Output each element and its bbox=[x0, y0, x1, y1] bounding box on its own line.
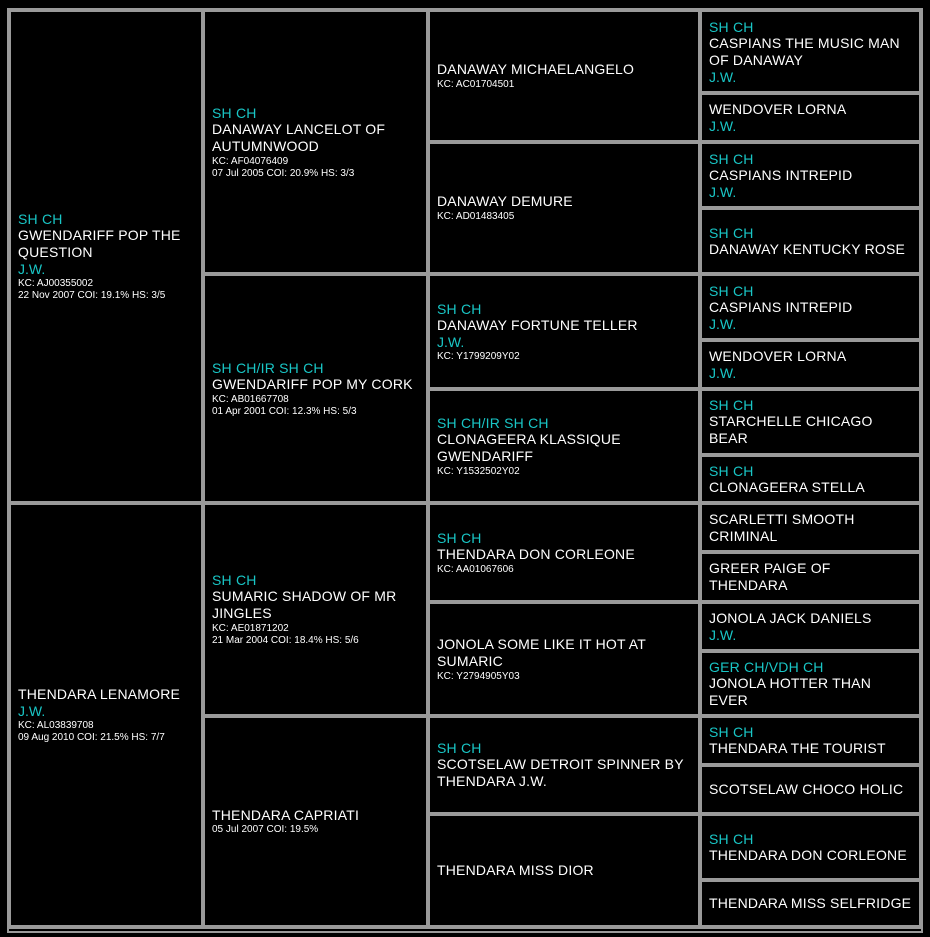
cell-name: JONOLA HOTTER THAN EVER bbox=[709, 674, 872, 708]
cell-jw: J.W. bbox=[709, 315, 737, 332]
cell-name: GWENDARIFF POP MY CORK bbox=[212, 375, 413, 392]
pedigree-cell-g4[interactable] bbox=[700, 602, 921, 651]
cell-name: DANAWAY FORTUNE TELLER bbox=[437, 316, 638, 333]
cell-kc: KC: Y1799209Y02 bbox=[437, 350, 520, 362]
cell-jw: J.W. bbox=[709, 183, 737, 200]
cell-name: THENDARA LENAMORE bbox=[18, 686, 181, 702]
cell-title: SH CH bbox=[709, 397, 754, 413]
cell-kc: KC: AA01067606 bbox=[437, 563, 514, 575]
cell-title: SH CH bbox=[437, 300, 482, 317]
cell-name: CLONAGEERA KLASSIQUE GWENDARIFF bbox=[437, 430, 621, 464]
pedigree-cell-g4[interactable] bbox=[700, 503, 921, 552]
pedigree-cell-g2[interactable] bbox=[203, 10, 428, 274]
cell-title: SH CH bbox=[18, 211, 63, 227]
pedigree-cell-g4[interactable] bbox=[700, 208, 921, 274]
pedigree-cell-g3[interactable] bbox=[428, 10, 700, 142]
cell-name: CASPIANS THE MUSIC MAN OF DANAWAY bbox=[709, 34, 900, 68]
cell-name: THENDARA DON CORLEONE bbox=[709, 846, 907, 863]
cell-kc: KC: AJ00355002 bbox=[18, 278, 94, 289]
pedigree-cell-g2[interactable] bbox=[203, 503, 428, 716]
pedigree-cell-g3[interactable] bbox=[428, 716, 700, 814]
cell-name: THENDARA THE TOURIST bbox=[709, 740, 886, 756]
cell-title: GER CH/VDH CH bbox=[709, 658, 824, 675]
cell-info: 22 Nov 2007 COI: 19.1% HS: 3/5 bbox=[18, 290, 166, 301]
cell-name: THENDARA CAPRIATI bbox=[212, 807, 360, 823]
pedigree-cell-g4[interactable] bbox=[700, 455, 921, 503]
cell-kc: KC: Y2794905Y03 bbox=[437, 670, 520, 682]
cell-name: JONOLA JACK DANIELS bbox=[709, 610, 872, 626]
pedigree-cell-g2[interactable] bbox=[203, 716, 428, 927]
cell-name: CASPIANS INTREPID bbox=[709, 166, 853, 183]
cell-name: CLONAGEERA STELLA bbox=[709, 478, 865, 495]
cell-jw: J.W. bbox=[18, 261, 46, 277]
cell-kc: KC: AD01483405 bbox=[437, 211, 515, 222]
cell-info: 01 Apr 2001 COI: 12.3% HS: 5/3 bbox=[212, 405, 357, 417]
cell-name: THENDARA MISS SELFRIDGE bbox=[709, 895, 912, 911]
cell-name: GWENDARIFF POP THE QUESTION bbox=[18, 227, 181, 260]
pedigree-cell-g4[interactable] bbox=[700, 880, 921, 927]
pedigree-cell-sire[interactable] bbox=[9, 10, 203, 503]
cell-name: STARCHELLE CHICAGO BEAR bbox=[709, 413, 873, 446]
cell-name: DANAWAY MICHAELANGELO bbox=[437, 61, 635, 77]
cell-info: 21 Mar 2004 COI: 18.4% HS: 5/6 bbox=[212, 635, 359, 646]
cell-title: SH CH bbox=[709, 282, 754, 299]
cell-title: SH CH bbox=[212, 104, 257, 121]
cell-title: SH CH bbox=[709, 18, 754, 35]
cell-title: SH CH bbox=[212, 572, 257, 588]
cell-kc: KC: Y1532502Y02 bbox=[437, 465, 520, 477]
cell-jw: J.W. bbox=[709, 627, 737, 643]
pedigree-cell-g3[interactable] bbox=[428, 389, 700, 503]
cell-name: DANAWAY DEMURE bbox=[437, 193, 573, 209]
cell-info: 09 Aug 2010 COI: 21.5% HS: 7/7 bbox=[18, 732, 165, 743]
pedigree-cell-g4[interactable] bbox=[700, 814, 921, 880]
cell-title: SH CH/IR SH CH bbox=[437, 414, 549, 431]
pedigree-cell-g4[interactable] bbox=[700, 10, 921, 93]
pedigree-cell-g4[interactable] bbox=[700, 389, 921, 455]
pedigree-cell-g4[interactable] bbox=[700, 716, 921, 765]
cell-name: GREER PAIGE OF THENDARA bbox=[709, 560, 831, 593]
cell-name: CASPIANS INTREPID bbox=[709, 298, 853, 315]
cell-jw: J.W. bbox=[18, 703, 46, 719]
cell-info: 07 Jul 2005 COI: 20.9% HS: 3/3 bbox=[212, 167, 355, 179]
cell-title: SH CH bbox=[709, 830, 754, 847]
pedigree-bottom-border bbox=[7, 927, 923, 937]
pedigree-cell-g3[interactable] bbox=[428, 814, 700, 927]
cell-name: DANAWAY LANCELOT OF AUTUMNWOOD bbox=[212, 120, 386, 154]
pedigree-cell-g3[interactable] bbox=[428, 274, 700, 389]
pedigree-cell-g4[interactable] bbox=[700, 651, 921, 716]
cell-jw: J.W. bbox=[709, 68, 737, 85]
cell-name: DANAWAY KENTUCKY ROSE bbox=[709, 240, 906, 257]
pedigree-cell-g4[interactable] bbox=[700, 93, 921, 142]
pedigree-cell-g4[interactable] bbox=[700, 274, 921, 340]
pedigree-cell-g4[interactable] bbox=[700, 142, 921, 208]
cell-kc: KC: AB01667708 bbox=[212, 393, 289, 405]
cell-title: SH CH bbox=[709, 224, 754, 241]
cell-title: SH CH bbox=[709, 462, 754, 479]
cell-name: THENDARA MISS DIOR bbox=[437, 862, 594, 878]
pedigree-cell-dam[interactable] bbox=[9, 503, 203, 927]
cell-jw: J.W. bbox=[437, 333, 465, 350]
cell-name: SUMARIC SHADOW OF MR JINGLES bbox=[212, 588, 397, 621]
cell-title: SH CH/IR SH CH bbox=[212, 359, 324, 376]
cell-jw: J.W. bbox=[709, 118, 737, 134]
pedigree-cell-g4[interactable] bbox=[700, 340, 921, 389]
cell-title: SH CH bbox=[437, 529, 482, 546]
cell-name: WENDOVER LORNA bbox=[709, 348, 847, 364]
cell-title: SH CH bbox=[437, 740, 482, 756]
pedigree-cell-g4[interactable] bbox=[700, 552, 921, 602]
cell-info: 05 Jul 2007 COI: 19.5% bbox=[212, 824, 319, 835]
cell-jw: J.W. bbox=[709, 365, 737, 381]
cell-name: THENDARA DON CORLEONE bbox=[437, 545, 635, 562]
cell-name: SCOTSELAW DETROIT SPINNER BY THENDARA J.W. bbox=[437, 756, 684, 789]
pedigree-cell-g3[interactable] bbox=[428, 602, 700, 716]
cell-name: JONOLA SOME LIKE IT HOT AT SUMARIC bbox=[437, 635, 646, 669]
pedigree-cell-g2[interactable] bbox=[203, 274, 428, 503]
cell-kc: KC: AE01871202 bbox=[212, 623, 289, 634]
cell-title: SH CH bbox=[709, 724, 754, 740]
cell-title: SH CH bbox=[709, 150, 754, 167]
cell-name: WENDOVER LORNA bbox=[709, 101, 847, 117]
pedigree-cell-g3[interactable] bbox=[428, 142, 700, 274]
cell-kc: KC: AC01704501 bbox=[437, 79, 515, 90]
cell-name: SCOTSELAW CHOCO HOLIC bbox=[709, 781, 904, 797]
pedigree-cell-g4[interactable] bbox=[700, 765, 921, 814]
cell-name: SCARLETTI SMOOTH CRIMINAL bbox=[709, 510, 855, 544]
cell-kc: KC: AF04076409 bbox=[212, 155, 289, 167]
pedigree-cell-g3[interactable] bbox=[428, 503, 700, 602]
cell-kc: KC: AL03839708 bbox=[18, 720, 94, 731]
